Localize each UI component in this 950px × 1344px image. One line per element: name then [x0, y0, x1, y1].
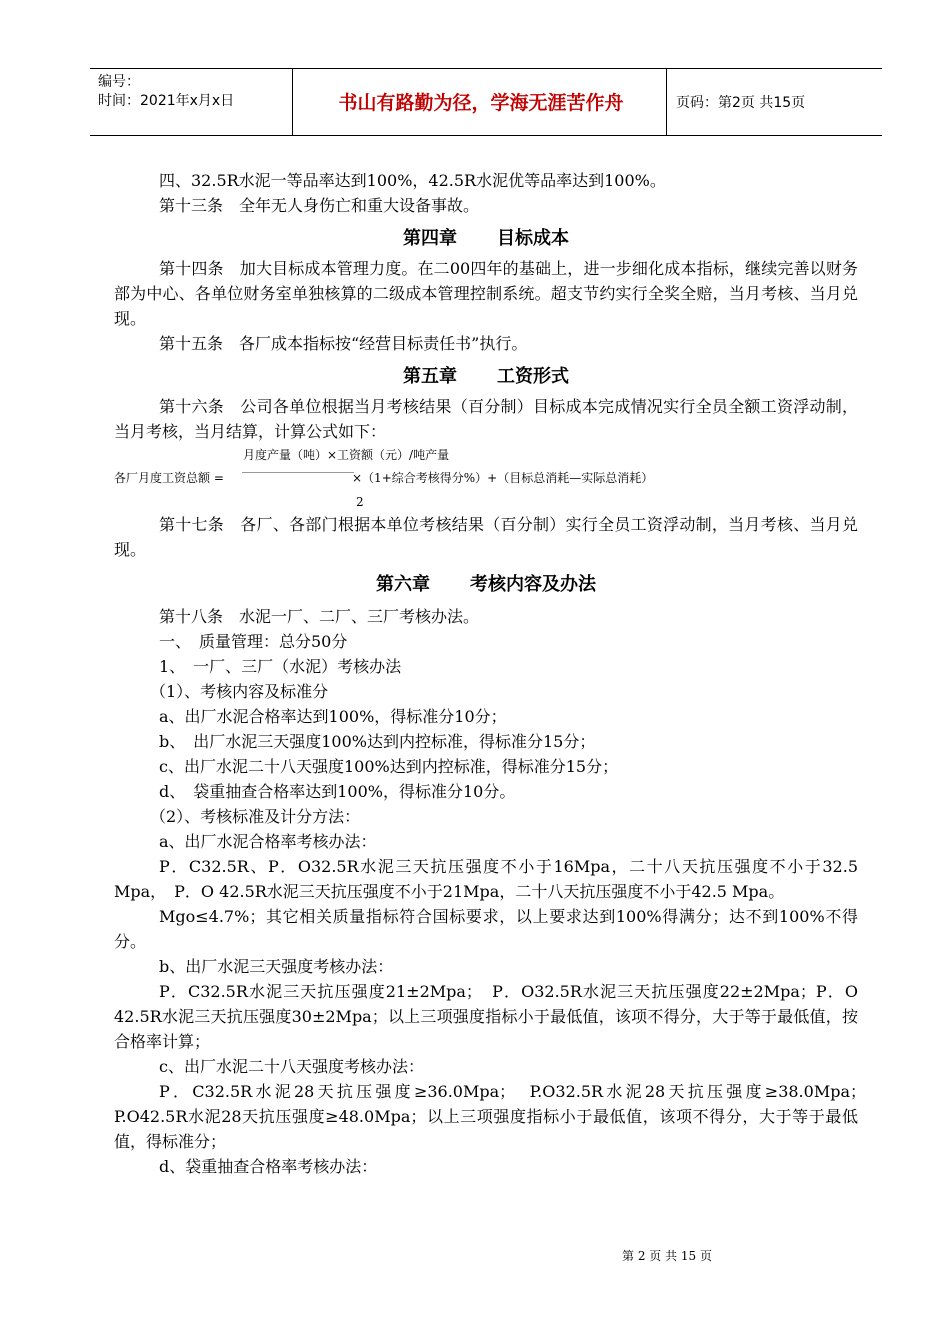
- salary-formula: [114, 444, 858, 512]
- paragraph: c、出厂水泥二十八天强度100%达到内控标准，得标准分15分；: [159, 757, 619, 776]
- chapter-number: 第四章: [403, 228, 457, 249]
- formula-rhs: ×（1+综合考核得分%）+（目标总消耗—实际总消耗）: [352, 471, 654, 485]
- paragraph: 一、 质量管理：总分50分: [159, 632, 348, 651]
- formula-denominator: 2: [356, 495, 364, 509]
- paragraph: a、出厂水泥合格率达到100%，得标准分10分；: [159, 707, 507, 726]
- header-page-info: 页码：第2页 共15页: [676, 95, 806, 111]
- fraction-line: [242, 472, 354, 473]
- header-divider: [292, 69, 293, 135]
- formula-lhs: 各厂月度工资总额 =: [114, 471, 224, 485]
- chapter-number: 第五章: [403, 366, 457, 387]
- paragraph: b、 出厂水泥三天强度100%达到内控标准，得标准分15分；: [159, 732, 596, 751]
- paragraph: 第十七条 各厂、各部门根据本单位考核结果（百分制）实行全员工资浮动制，当月考核、当月兑现。: [114, 515, 858, 559]
- paragraph: P．C32.5R、P．O32.5R水泥三天抗压强度不小于16Mpa，二十八天抗压强度不小于32.5 Mpa， P．O 42.5R水泥三天抗压强度不小于21Mpa，二十八天抗压强度不小于42.5 Mpa。: [114, 857, 858, 901]
- paragraph: d、 袋重抽查合格率达到100%，得标准分10分。: [159, 782, 516, 801]
- document-body: [114, 168, 875, 1179]
- chapter-title: 工资形式: [497, 366, 569, 387]
- paragraph: c、出厂水泥二十八天强度考核办法：: [159, 1057, 424, 1076]
- paragraph: P．C32.5R水泥28天抗压强度≥36.0Mpa； P.O32.5R水泥28天抗压强度≥38.0Mpa； P.O42.5R水泥28天抗压强度≥48.0Mpa；以上三项强度指标小于最低值，该项不得分，大于等于最低值，得标准分；: [114, 1082, 875, 1151]
- paragraph: 第十四条 加大目标成本管理力度。在二00四年的基础上，进一步细化成本指标，继续完善以财务部为中心、各单位财务室单独核算的二级成本管理控制系统。超支节约实行全奖全赔，当月考核、当月兑现。: [114, 259, 858, 328]
- chapter-heading: [114, 570, 858, 600]
- header-divider: [666, 69, 667, 135]
- paragraph: 第十三条 全年无人身伤亡和重大设备事故。: [159, 196, 480, 215]
- chapter-title: 考核内容及办法: [470, 574, 596, 595]
- page-footer: 第 2 页 共 15 页: [622, 1249, 712, 1263]
- number-label: 编号：: [98, 74, 140, 90]
- formula-numerator: 月度产量（吨）×工资额（元）/吨产量: [243, 448, 450, 462]
- paragraph: 四、32.5R水泥一等品率达到100%，42.5R水泥优等品率达到100%。: [159, 171, 666, 190]
- paragraph: （2）、考核标准及计分方法：: [150, 807, 361, 826]
- header-motto: 书山有路勤为径，学海无涯苦作舟: [338, 92, 624, 114]
- paragraph: Mgo≤4.7%；其它相关质量指标符合国标要求，以上要求达到100%得满分；达不到100%不得分。: [114, 907, 858, 951]
- chapter-heading: [114, 224, 858, 254]
- paragraph: （1）、考核内容及标准分: [150, 682, 329, 701]
- paragraph: b、出厂水泥三天强度考核办法：: [159, 957, 394, 976]
- paragraph: P．C32.5R水泥三天抗压强度21±2Mpa； P．O32.5R水泥三天抗压强度22±2Mpa；P．O 42.5R水泥三天抗压强度30±2Mpa；以上三项强度指标小于最低值，该项不得分，大于等于最低值，按合格率计算；: [114, 982, 858, 1051]
- chapter-number: 第六章: [376, 574, 430, 595]
- paragraph: d、袋重抽查合格率考核办法：: [159, 1157, 378, 1176]
- header-meta: [98, 73, 234, 111]
- chapter-title: 目标成本: [497, 228, 569, 249]
- paragraph: 第十六条 公司各单位根据当月考核结果（百分制）目标成本完成情况实行全员全额工资浮动制，当月考核，当月结算，计算公式如下：: [114, 397, 858, 441]
- time-label: 时间：2021年x月x日: [98, 93, 235, 109]
- chapter-heading: [114, 362, 858, 392]
- paragraph: 第十八条 水泥一厂、二厂、三厂考核办法。: [159, 607, 480, 626]
- paragraph: a、出厂水泥合格率考核办法：: [159, 832, 377, 851]
- paragraph: 1、 一厂、三厂（水泥）考核办法: [159, 657, 402, 676]
- paragraph: 第十五条 各厂成本指标按“经营目标责任书”执行。: [159, 334, 528, 353]
- page-header: [90, 68, 882, 136]
